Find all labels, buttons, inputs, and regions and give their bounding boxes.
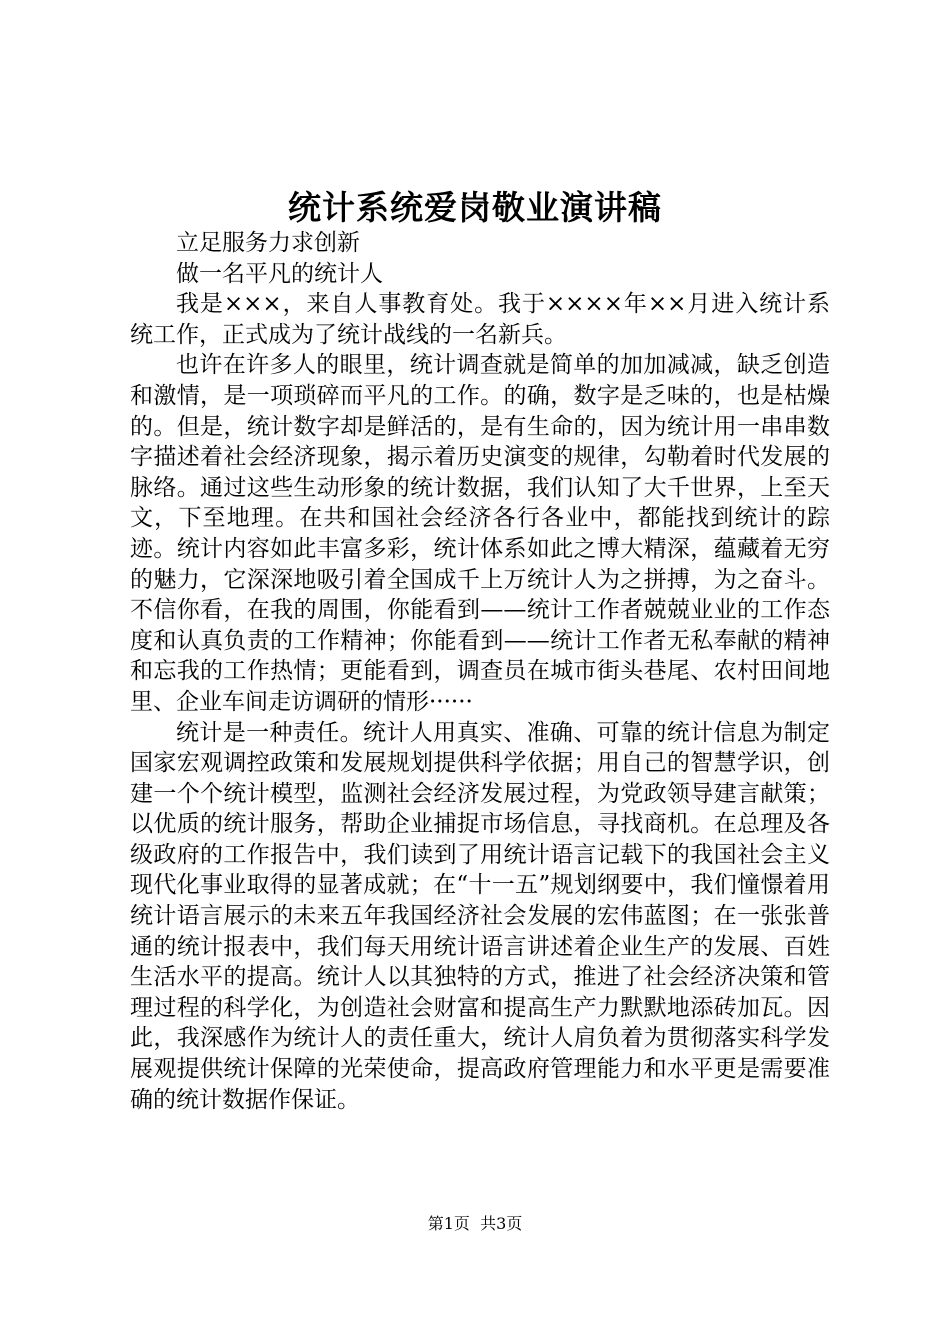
document-title: 统计系统爱岗敬业演讲稿 — [288, 188, 662, 227]
paragraph-statistics-vivid: 也许在许多人的眼里，统计调查就是简单的加加减减，缺乏创造和激情，是一项琐碎而平凡的工作。的确，数字是乏味的，也是枯燥的。但是，统计数字却是鲜活的，是有生命的，因为统计用一串串数字描述着社会经济现象，揭示着历史演变的规律，勾勒着时代发展的脉络。通过这些生动形象的统计数据，我们认知了大千世界，上至天文，下至地理。在共和国社会经济各行各业中，都能找到统计的踪迹。统计内容如此丰富多彩，统计体系如此之博大精深，蕴藏着无穷的魅力，它深深地吸引着全国成千上万统计人为之拼搏，为之奋斗。不信你看，在我的周围，你能看到——统计工作者兢兢业业的工作态度和认真负责的工作精神；你能看到——统计工作者无私奉献的精神和忘我的工作热情；更能看到，调查员在城市街头巷尾、农村田间地里、企业车间走访调研的情形······ — [130, 352, 830, 715]
subtitle-line-1: 立足服务力求创新 — [176, 230, 360, 256]
page-footer — [0, 1213, 950, 1235]
paragraph-intro: 我是×××，来自人事教育处。我于××××年××月进入统计系统工作，正式成为了统计战线的一名新兵。 — [130, 291, 830, 348]
paragraph-statistics-responsibility: 统计是一种责任。统计人用真实、准确、可靠的统计信息为制定国家宏观调控政策和发展规划提供科学依据；用自己的智慧学识，创建一个个统计模型，监测社会经济发展过程，为党政领导建言献策；以优质的统计服务，帮助企业捕捉市场信息，寻找商机。在总理及各级政府的工作报告中，我们读到了用统计语言记载下的我国社会主义现代化事业取得的显著成就；在“十一五”规划纲要中，我们憧憬着用统计语言展示的未来五年我国经济社会发展的宏伟蓝图；在一张张普通的统计报表中，我们每天用统计语言讲述着企业生产的发展、百姓生活水平的提高。统计人以其独特的方式，推进了社会经济决策和管理过程的科学化，为创造社会财富和提高生产力默默地添砖加瓦。因此，我深感作为统计人的责任重大，统计人肩负着为贯彻落实科学发展观提供统计保障的光荣使命，提高政府管理能力和水平更是需要准确的统计数据作保证。 — [130, 719, 830, 1113]
page-number: 第1页 — [427, 1214, 470, 1233]
page-total: 共3页 — [480, 1214, 523, 1233]
document-body — [130, 228, 830, 1115]
subtitle-line-2: 做一名平凡的统计人 — [176, 260, 383, 287]
